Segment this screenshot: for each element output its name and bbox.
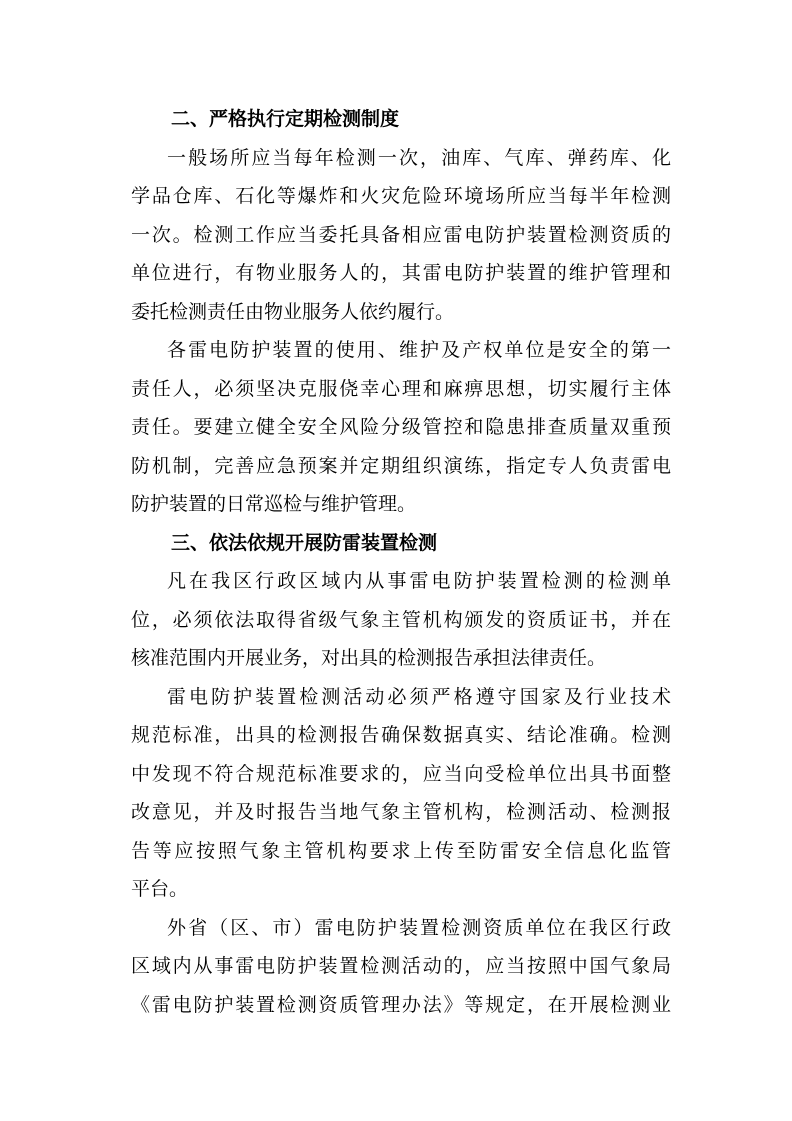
paragraph-line: 凡在我区行政区域内从事雷电防护装置检测的检测单 [167,570,671,592]
paragraph-line: 核准范围内开展业务，对出具的检测报告承担法律责任。 [131,647,607,669]
paragraph-line: 改意见，并及时报告当地气象主管机构，检测活动、检测报 [131,801,671,823]
document-body [131,100,671,1024]
paragraph [131,678,671,909]
paragraph [131,562,671,678]
paragraph-line: 委托检测责任由物业服务人依约履行。 [131,300,455,323]
paragraph-line: 一般场所应当每年检测一次，油库、气库、弹药库、化 [167,146,671,169]
paragraph-line: 雷电防护装置检测活动必须严格遵守国家及行业技术 [167,685,671,708]
section-heading-2: 二、严格执行定期检测制度 [171,108,400,130]
paragraph-line: 防护装置的日常巡检与维护管理。 [131,493,417,515]
section-heading-3: 三、依法依规开展防雷装置检测 [171,531,438,554]
paragraph [131,331,671,524]
paragraph-line: 责任人，必须坚决克服侥幸心理和麻痹思想，切实履行主体 [131,377,671,400]
paragraph-line: 单位进行，有物业服务人的，其雷电防护装置的维护管理和 [131,262,671,284]
paragraph-line: 防机制，完善应急预案并定期组织演练，指定专人负责雷电 [131,454,671,477]
paragraph-line: 告等应按照气象主管机构要求上传至防雷安全信息化监管 [131,839,671,862]
paragraph-line: 规范标准，出具的检测报告确保数据真实、结论准确。检测 [131,724,671,746]
paragraph-line: 中发现不符合规范标准要求的，应当向受检单位出具书面整 [131,762,671,785]
paragraph-line: 区域内从事雷电防护装置检测活动的，应当按照中国气象局 [131,955,671,977]
paragraph-line: 一次。检测工作应当委托具备相应雷电防护装置检测资质的 [131,223,671,246]
paragraph-line: 位，必须依法取得省级气象主管机构颁发的资质证书，并在 [131,608,671,631]
paragraph-line: 《雷电防护装置检测资质管理办法》等规定，在开展检测业 [131,993,671,1016]
paragraph [131,909,671,1025]
paragraph-line: 责任。要建立健全安全风险分级管控和隐患排查质量双重预 [131,416,671,438]
paragraph-line: 外省（区、市）雷电防护装置检测资质单位在我区行政 [167,916,671,939]
paragraph-line: 各雷电防护装置的使用、维护及产权单位是安全的第一 [167,339,671,361]
paragraph-line: 学品仓库、石化等爆炸和火灾危险环境场所应当每半年检测 [131,185,671,207]
paragraph [131,139,671,332]
paragraph-line: 平台。 [131,878,189,900]
